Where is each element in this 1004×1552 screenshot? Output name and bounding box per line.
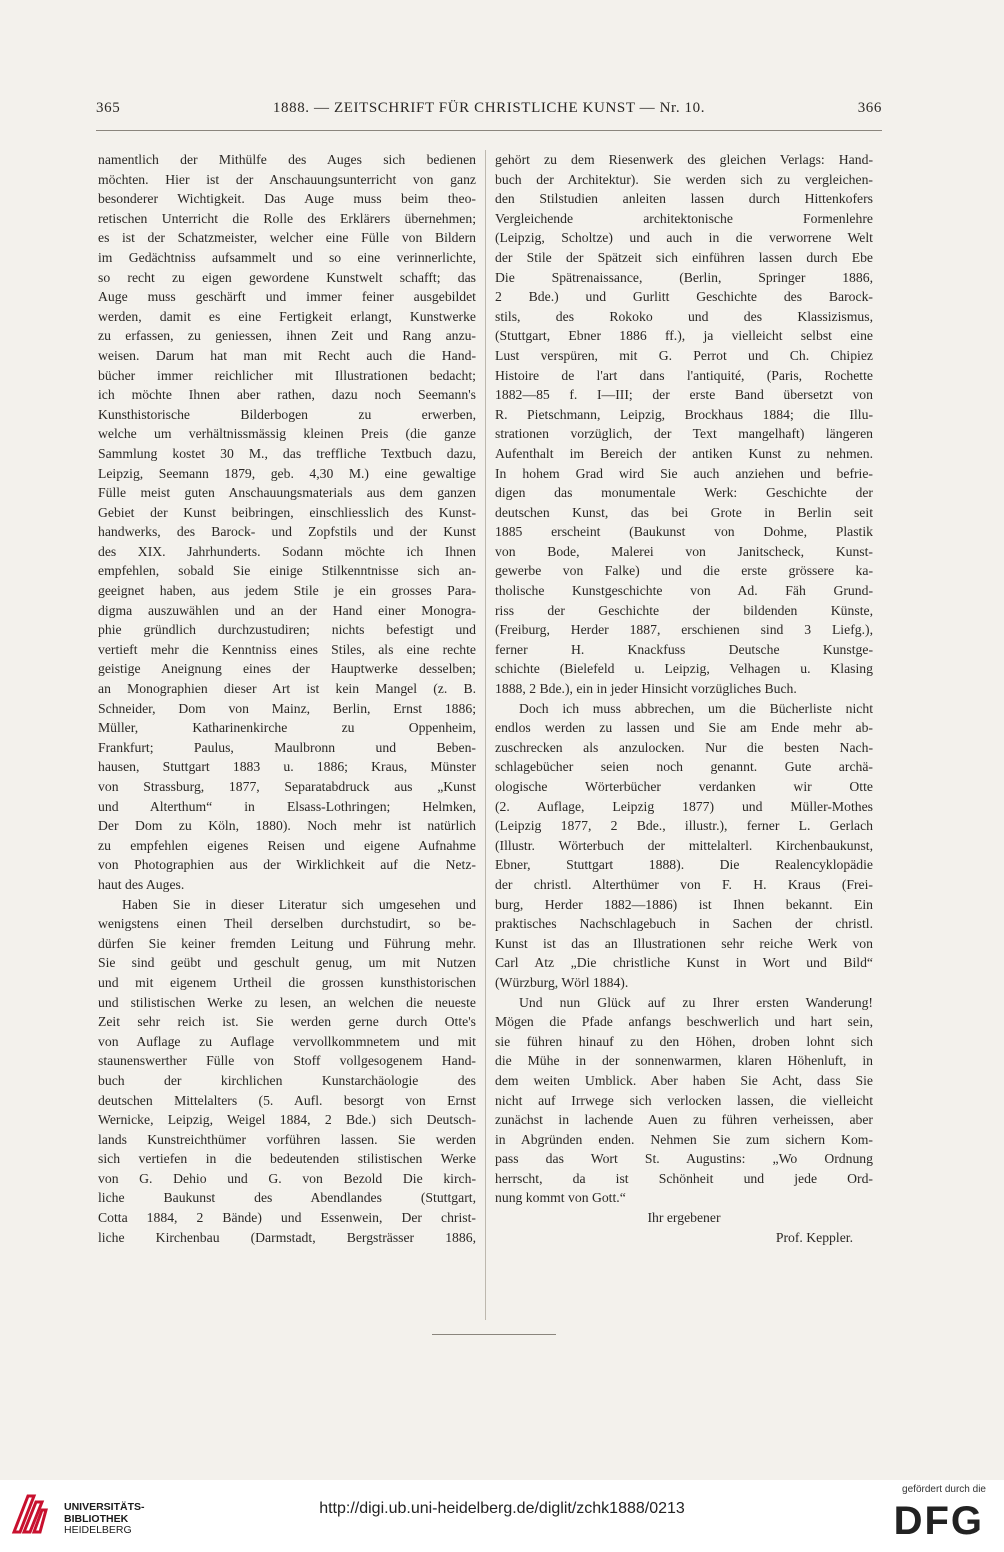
text-line: Vergleichende architektonische Formenlehre [495, 210, 873, 226]
text-line: wenigstens einen Theil derselben durchstudirt, so be- [98, 916, 476, 932]
text-line: die Mühe in der sonnenwarmen, klaren Höhenluft, in [495, 1053, 873, 1069]
text-line: geistige Aneignung eines der Hauptwerke desselben; [98, 661, 476, 677]
text-line: den Stilstudien anleiten lassen durch Hittenkofers [495, 191, 873, 207]
text-line: (2. Auflage, Leipzig 1877) und Müller-Mothes [495, 798, 873, 814]
text-line: liche Baukunst des Abendlandes (Stuttgart, [98, 1190, 476, 1206]
running-header [96, 100, 882, 124]
text-line: und stilistischen Werke zu lesen, an welchen die neueste [98, 994, 476, 1010]
text-line: weisen. Darum hat man mit Recht auch die Hand- [98, 347, 476, 363]
text-line: buch der kirchlichen Kunstarchäologie des [98, 1072, 476, 1088]
text-line: herrscht, da ist Schönheit und jede Ord- [495, 1170, 873, 1186]
text-line: gehört zu dem Riesenwerk des gleichen Verlags: Hand- [495, 152, 873, 167]
text-line: Und nun Glück auf zu Ihrer ersten Wanderung! [519, 994, 873, 1010]
text-line: zu erfassen, zu geniessen, ihnen Zeit und Rang anzu- [98, 328, 476, 344]
text-line: Lust verspüren, mit G. Perrot und Ch. Chipiez [495, 347, 873, 363]
text-line: Sie sind geübt und geschult genug, um mit Nutzen [98, 955, 476, 971]
text-line: Histoire de l'art dans l'antiquité, (Paris, Rochette [495, 367, 873, 383]
text-line: Ebner, Stuttgart 1888). Die Realencyklopädie [495, 857, 873, 873]
text-line: In hohem Grad wird Sie auch anziehen und befrie- [495, 465, 873, 481]
dfg-wordmark-icon [880, 1499, 986, 1539]
text-line: schichte (Bielefeld u. Leipzig, Velhagen u. Klasing [495, 661, 873, 677]
text-line: Müller, Katharinenkirche zu Oppenheim, [98, 720, 476, 736]
text-line: Cotta 1884, 2 Bände) und Essenwein, Der christ- [98, 1210, 476, 1226]
text-line: der christl. Alterthümer von F. H. Kraus (Frei- [495, 876, 873, 892]
text-line: geeignet haben, aus jedem Stile je ein grosses Para- [98, 583, 476, 599]
text-line: zu empfehlen eigenes Reisen und eigene Aufnahme [98, 837, 476, 853]
text-line: strationen vorzüglich, der Text mangelhaft) längeren [495, 426, 873, 442]
text-line: Die Spätrenaissance, (Berlin, Springer 1886, [495, 269, 873, 285]
text-line: ich möchte Ihnen aber rathen, dazu noch Seemann's [98, 387, 476, 403]
footer-bar [0, 1480, 1004, 1552]
text-line: lands Kunstreichthümer vorführen lassen. Sie werden [98, 1131, 476, 1147]
text-line: sie führen hinauf zu den Höhen, droben lohnt sich [495, 1033, 873, 1049]
column-divider [485, 150, 486, 1320]
text-line: Gebiet der Kunst beibringen, einschliesslich des Kunst- [98, 504, 476, 520]
text-line: burg, Herder 1882—1886) ist Ihnen bekannt. Ein [495, 896, 873, 912]
library-name-line1: UNIVERSITÄTS- [64, 1501, 145, 1513]
text-line: dürfen Sie keiner fremden Leitung und Führung mehr. [98, 935, 476, 951]
text-line: tholische Kunstgeschichte von Ad. Fäh Grund- [495, 583, 873, 599]
text-line: nicht auf Irrwege sich verlocken lassen, die vielleicht [495, 1092, 873, 1108]
text-line: an Monographien dieser Art ist kein Mangel (z. B. [98, 681, 476, 697]
text-line: von G. Dehio und G. von Bezold Die kirch- [98, 1170, 476, 1186]
text-line: 1888, 2 Bde.), ein in jeder Hinsicht vorzügliches Buch. [495, 681, 797, 697]
text-line: werden, damit es eine Fertigkeit erlangt, Kunstwerke [98, 308, 476, 324]
text-line: Ihr ergebener [647, 1210, 721, 1226]
text-line: Kunsthistorische Bilderbogen zu erwerben, [98, 406, 476, 422]
text-line: und Alterthum“ in Elsass-Lothringen; Helmken, [98, 798, 476, 814]
dfg-logo[interactable] [880, 1484, 990, 1546]
text-line: ferner H. Knackfuss Deutsche Kunstge- [495, 641, 873, 657]
text-line: riss der Geschichte der bildenden Künste, [495, 602, 873, 618]
text-line: Leipzig, Seemann 1879, geb. 4,30 M.) eine gewaltige [98, 465, 476, 481]
text-line: Zeit sehr reich ist. Sie werden gerne durch Otte's [98, 1014, 476, 1030]
text-line: und mit eigenem Urtheil die grossen kunsthistorischen [98, 974, 476, 990]
page-number-right: 366 [857, 100, 882, 116]
text-line: haut des Auges. [98, 876, 185, 892]
text-line: so recht zu eigen gewordene Kunstwelt schafft; das [98, 269, 476, 285]
text-line: liche Kirchenbau (Darmstadt, Bergsträsser 1886, [98, 1229, 476, 1245]
text-line: schlagebücher seien noch genannt. Gute archä- [495, 759, 873, 775]
text-line: stils, des Rokoko und des Klassizismus, [495, 308, 873, 324]
text-line: von Photographien aus der Wirklichkeit auf die Netz- [98, 857, 476, 873]
text-line: Prof. Keppler. [775, 1229, 853, 1245]
text-line: Der Dom zu Köln, 1880). Noch mehr ist natürlich [98, 818, 476, 834]
text-line: zuschrecken als anzulocken. Nur die besten Nach- [495, 739, 873, 755]
text-line: hausen, Stuttgart 1883 u. 1886; Kraus, Münster [98, 759, 476, 775]
text-line: Haben Sie in dieser Literatur sich umgesehen und [122, 896, 476, 912]
text-line: besonderer Wichtigkeit. Das Auge muss beim theo- [98, 191, 476, 207]
text-line: deutschen Kunst, das bei Grote in Berlin seit [495, 504, 873, 520]
source-url-link[interactable]: http://digi.ub.uni-heidelberg.de/diglit/zchk1888/0213 [319, 1500, 685, 1517]
text-line: Frankfurt; Paulus, Maulbronn und Beben- [98, 739, 476, 755]
text-line: 1882—85 f. I—III; der erste Band übersetzt von [495, 387, 873, 403]
text-line: Kunst ist das an Illustrationen sehr reiche Werk von [495, 935, 873, 951]
text-line: (Leipzig 1877, 2 Bde., illustr.), ferner L. Gerlach [495, 818, 873, 834]
text-line: von Bode, Malerei von Janitscheck, Kunst- [495, 543, 873, 559]
text-line: bücher immer reichlicher mit Illustrationen bedacht; [98, 367, 476, 383]
end-rule [432, 1334, 556, 1335]
text-line: Fülle meist guten Anschauungsmaterials aus dem ganzen [98, 485, 476, 501]
dfg-text: DFG [893, 1499, 984, 1539]
text-line: phie gründlich durchzustudiren; nichts befestigt und [98, 622, 476, 638]
text-line: Wernicke, Leipzig, Weigel 1884, 2 Bde.) sich Deutsch- [98, 1112, 476, 1128]
text-line: im Gedächtniss aufsammelt und so eine verinnerlichte, [98, 249, 476, 265]
text-line: der Stile der Spätzeit sich einführen lassen durch Ebe [495, 249, 873, 265]
text-line: Mögen die Pfade anfangs beschwerlich und hart sein, [495, 1014, 873, 1030]
text-line: empfehlen, sobald Sie einige Stilkenntnisse sich an- [98, 563, 476, 579]
header-rule [96, 130, 882, 131]
journal-title: 1888. — ZEITSCHRIFT FÜR CHRISTLICHE KUNST — Nr. 10. [272, 100, 706, 116]
text-line: handwerks, des Barock- und Zopfstils und der Kunst [98, 524, 476, 540]
text-line: staunenswerther Fülle von Stoff vollgesogenem Hand- [98, 1053, 476, 1069]
text-line: (Freiburg, Herder 1887, erschienen sind 3 Liefg.), [495, 622, 873, 638]
text-line: praktisches Nachschlagebuch in Sachen der christl. [495, 916, 873, 932]
text-line: deutschen Mittelalters (5. Aufl. besorgt von Ernst [98, 1092, 476, 1108]
text-line: (Würzburg, Wörl 1884). [495, 974, 629, 990]
text-line: Aufenthalt im Bereich der antiken Kunst zu nehmen. [495, 445, 873, 461]
text-line: endlos werden zu lassen und Sie am Ende mehr ab- [495, 720, 873, 736]
text-line: sich vertiefen in die bedeutenden stilistischen Werke [98, 1151, 476, 1167]
text-line: es ist der Schatzmeister, welcher eine Fülle von Bildern [98, 230, 476, 246]
text-line: vertieft mehr die Kenntniss eines Stiles, als eine rechte [98, 641, 476, 657]
text-line: (Stuttgart, Ebner 1886 ff.), ja vielleicht selbst eine [495, 328, 873, 344]
text-line: von Strassburg, 1877, Separatabdruck aus „Kunst [98, 779, 476, 794]
text-line: nung kommt von Gott.“ [495, 1190, 626, 1206]
text-line: pass das Wort St. Augustins: „Wo Ordnung [495, 1151, 873, 1167]
text-line: ologische Wörterbücher verdanken wir Otte [495, 779, 873, 794]
text-line: gewerbe von Falke) und die erste grössere ka- [495, 563, 873, 579]
funded-by-label: gefördert durch die [902, 1484, 986, 1495]
text-line: dem weiten Umblick. Aber haben Sie Acht, dass Sie [495, 1072, 873, 1088]
text-line: Schneider, Dom von Mainz, Berlin, Ernst 1886; [98, 700, 476, 716]
library-name-line2: BIBLIOTHEK [64, 1512, 129, 1525]
text-line: Auge muss geschärft und immer feiner ausgebildet [98, 289, 476, 305]
text-line: des XIX. Jahrhunderts. Sodann möchte ich Ihnen [98, 543, 476, 559]
text-line: buch der Architektur). Sie werden sich zu vergleichen- [495, 171, 873, 187]
right-column [495, 150, 873, 1320]
text-line: Sammlung kostet 30 M., das treffliche Textbuch dazu, [98, 445, 476, 461]
text-line: zunächst in lachende Auen zu führen verheissen, aber [495, 1112, 873, 1128]
text-line: in Abgründen enden. Nehmen Sie zum sichern Kom- [495, 1131, 873, 1147]
text-line: welche um verhältnissmässig kleinen Preis (die ganze [98, 426, 476, 442]
text-line: digma auszuwählen und an der Hand einer Monogra- [98, 602, 476, 618]
text-line: namentlich der Mithülfe des Auges sich bedienen [98, 152, 476, 167]
text-line: Doch ich muss abbrechen, um die Bücherliste nicht [519, 700, 873, 716]
text-line: möchten. Hier ist der Anschauungsunterricht von ganz [98, 171, 476, 187]
page-number-left: 365 [96, 100, 121, 116]
text-line: 1885 erscheint (Baukunst von Dohme, Plastik [495, 524, 873, 540]
text-line: (Leipzig, Scholtze) und auch in die verworrene Welt [495, 230, 873, 246]
text-line: Carl Atz „Die christliche Kunst in Wort und Bild“ [495, 955, 873, 971]
text-line: R. Pietschmann, Leipzig, Brockhaus 1884; die Illu- [495, 406, 873, 422]
text-line: von Auflage zu Auflage vervollkommnetem und mit [98, 1033, 476, 1049]
text-line: retischen Unterricht die Rolle des Erklärers übernehmen; [98, 210, 476, 226]
text-line: (Illustr. Wörterbuch der mittelalterl. Kirchenbaukunst, [495, 837, 873, 853]
left-column [98, 150, 476, 1320]
library-name-line3: HEIDELBERG [64, 1524, 132, 1536]
text-line: 2 Bde.) und Gurlitt Geschichte des Barock- [495, 289, 873, 305]
text-line: digen das monumentale Werk: Geschichte der [495, 485, 873, 501]
